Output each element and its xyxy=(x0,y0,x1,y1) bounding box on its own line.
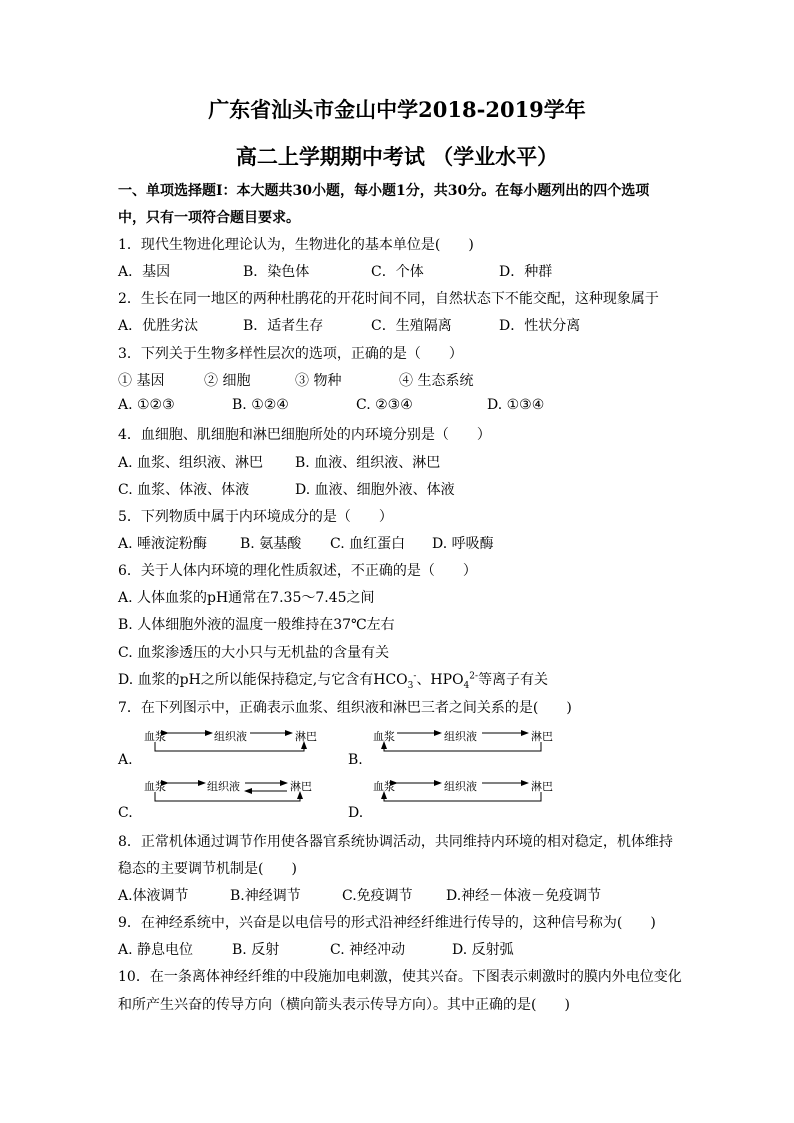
q3-item-3: ③ 物种 xyxy=(295,373,342,389)
diagram-b-lymph: 淋巴 xyxy=(531,730,553,743)
q6-d-sup1: - xyxy=(413,671,417,682)
q7-diagram-c xyxy=(144,779,312,801)
q1-stem: 1．现代生物进化理论认为，生物进化的基本单位是( ) xyxy=(118,237,474,253)
q5-option-c: C. 血红蛋白 xyxy=(330,536,406,552)
q6-option-a: A. 人体血浆的pH通常在7.35～7.45之间 xyxy=(118,590,375,606)
q4-option-c: C. 血浆、体液、体液 xyxy=(118,482,250,498)
q4-option-b: B. 血液、组织液、淋巴 xyxy=(295,455,441,471)
q6-stem: 6．关于人体内环境的理化性质叙述，不正确的是（ ） xyxy=(118,563,477,579)
q2-option-a: A．优胜劣汰 xyxy=(118,318,199,334)
q3-option-a: A. ①②③ xyxy=(118,397,175,413)
q6-option-c: C. 血浆渗透压的大小只与无机盐的含量有关 xyxy=(118,645,390,661)
section-heading-line2: 中，只有一项符合题目要求。 xyxy=(118,210,300,226)
diagram-a-tissue: 组织液 xyxy=(214,730,247,743)
q3-option-c: C. ②③④ xyxy=(356,397,413,413)
diagram-d-plasma: 血浆 xyxy=(373,780,395,793)
q5-option-b: B. 氨基酸 xyxy=(240,536,302,552)
q10-stem-line2: 和所产生兴奋的传导方向（横向箭头表示传导方向）。其中正确的是( ) xyxy=(118,997,570,1013)
q9-option-b: B. 反射 xyxy=(232,942,280,958)
q6-d-post: 等离子有关 xyxy=(478,672,549,688)
diagram-b-tissue: 组织液 xyxy=(444,730,477,743)
diagram-d-tissue: 组织液 xyxy=(444,780,477,793)
q8-option-b: B.神经调节 xyxy=(230,888,301,904)
q9-option-a: A. 静息电位 xyxy=(118,942,194,958)
q6-d-sub2: 4 xyxy=(463,680,470,691)
q7-diagram-b xyxy=(373,729,553,751)
q1-option-d: D．种群 xyxy=(499,264,553,280)
q5-option-d: D. 呼吸酶 xyxy=(432,536,494,552)
diagram-d-lymph: 淋巴 xyxy=(531,780,553,793)
q2-option-d: D．性状分离 xyxy=(499,318,581,334)
q6-option-d xyxy=(118,669,548,691)
q2-stem: 2．生长在同一地区的两种杜鹃花的开花时间不同，自然状态下不能交配，这种现象属于 xyxy=(118,291,659,307)
q9-option-c: C. 神经冲动 xyxy=(330,942,406,958)
q8-stem-line1: 8．正常机体通过调节作用使各器官系统协调活动，共同维持内环境的相对稳定，机体维持 xyxy=(118,834,673,850)
q7-stem: 7．在下列图示中，正确表示血浆、组织液和淋巴三者之间关系的是( ) xyxy=(118,700,572,716)
diagram-c-tissue: 组织液 xyxy=(207,780,240,793)
q2-option-b: B．适者生存 xyxy=(243,318,324,334)
q1-option-c: C．个体 xyxy=(371,264,424,280)
q7-option-a-label: A. xyxy=(118,752,133,768)
q8-option-c: C.免疫调节 xyxy=(342,888,413,904)
q6-d-sup2: 2- xyxy=(469,671,479,682)
q6-option-b: B. 人体细胞外液的温度一般维持在37℃左右 xyxy=(118,617,395,633)
diagram-c-plasma: 血浆 xyxy=(144,780,166,793)
q3-option-d: D. ①③④ xyxy=(487,397,545,413)
diagram-a-lymph: 淋巴 xyxy=(295,730,317,743)
q7-option-c-label: C. xyxy=(118,805,133,821)
q9-stem: 9．在神经系统中，兴奋是以电信号的形式沿神经纤维进行传导的，这种信号称为( ) xyxy=(118,915,656,931)
q5-option-a: A. 唾液淀粉酶 xyxy=(118,536,208,552)
q4-stem: 4．血细胞、肌细胞和淋巴细胞所处的内环境分别是（ ） xyxy=(118,427,491,443)
q3-item-2: ② 细胞 xyxy=(204,373,251,389)
q1-option-b: B．染色体 xyxy=(243,264,310,280)
q7-diagram-d xyxy=(373,779,553,801)
q6-d-mid: 、HPO xyxy=(416,672,464,688)
q3-stem: 3．下列关于生物多样性层次的选项，正确的是（ ） xyxy=(118,346,463,362)
q9-option-d: D. 反射弧 xyxy=(452,942,514,958)
q6-d-sub1: 3 xyxy=(407,680,414,691)
section-heading-line1: 一、单项选择题Ⅰ：本大题共30小题，每小题1分，共30分。在每小题列出的四个选项 xyxy=(118,183,650,199)
q7-option-d-label: D. xyxy=(348,805,364,821)
q4-option-d: D. 血液、细胞外液、体液 xyxy=(295,482,455,498)
q3-item-1: ① 基因 xyxy=(118,373,165,389)
q2-option-c: C．生殖隔离 xyxy=(371,318,452,334)
q3-item-4: ④ 生态系统 xyxy=(399,373,474,389)
q4-option-a: A. 血浆、组织液、淋巴 xyxy=(118,455,264,471)
doc-title: 广东省汕头市金山中学2018-2019学年 xyxy=(208,97,586,122)
diagram-b-plasma: 血浆 xyxy=(373,730,395,743)
q5-stem: 5．下列物质中属于内环境成分的是（ ） xyxy=(118,509,393,525)
diagram-a-plasma: 血浆 xyxy=(144,730,166,743)
q3-option-b: B. ①②④ xyxy=(232,397,289,413)
q7-option-b-label: B. xyxy=(348,752,363,768)
q7-diagram-a xyxy=(144,729,317,751)
diagram-c-lymph: 淋巴 xyxy=(290,780,312,793)
doc-subtitle: 高二上学期期中考试 （学业水平） xyxy=(235,144,559,169)
q1-option-a: A．基因 xyxy=(118,264,171,280)
q10-stem-line1: 10．在一条离体神经纤维的中段施加电刺激，使其兴奋。下图表示刺激时的膜内外电位变化 xyxy=(118,969,682,985)
q8-option-d: D.神经－体液－免疫调节 xyxy=(446,888,602,904)
q8-option-a: A.体液调节 xyxy=(118,888,189,904)
q8-stem-line2: 稳态的主要调节机制是( ) xyxy=(118,861,297,877)
q6-d-pre: D. 血浆的pH之所以能保持稳定,与它含有HCO xyxy=(118,672,408,688)
